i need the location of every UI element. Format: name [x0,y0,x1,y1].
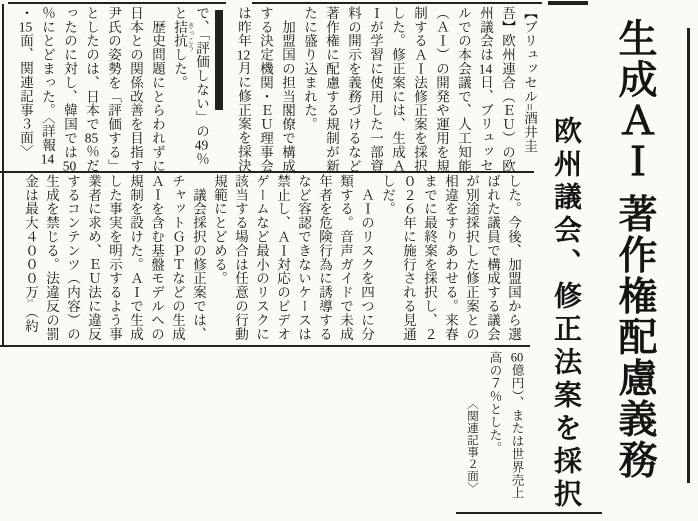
text-column: 該当する場合は任意の行動 [233,174,248,341]
text-column: ルでの本会議で、人工知能 [456,6,471,173]
text-column: 日本との関係改善を目指す [128,6,143,173]
article-separator-bar [215,10,223,110]
text-column: 規制を設けた。ＡＩで生成 [128,174,143,341]
text-column: 生成を禁じる。法違反の罰 [44,174,59,341]
text-column: する決定機関・ＥＵ理事会 [258,6,273,173]
text-column: までに最終案を採択し、２ [422,174,437,341]
text-column: （ＡＩ）の開発や運用を規 [434,6,449,173]
headline-secondary: 欧州議会、修正法案を採択 [550,116,581,512]
top-edge-rule-left [8,2,226,4]
text-column: 【ブリュッセル=酒井圭 [522,6,537,154]
top-edge-rule-right [548,1,588,5]
text-column: した。今後、加盟国から選 [506,174,521,341]
headline-primary: 生成ＡＩ 著作権配慮義務 [613,18,656,481]
text-column: 高の７％とした。 [488,351,502,455]
text-column: しだ。 [380,174,395,216]
clip-bottom-rule [456,512,602,514]
text-column: 料の開示を義務づけるなど [346,6,361,173]
text-column: 相違をすりあわせる。来春 [443,174,458,341]
text-column: 議会採択の修正案では、 [191,174,206,341]
text-column: Ｉが学習に使用した一部資 [368,6,383,173]
text-column: など容認できないケースは [296,174,311,341]
text-column: が別途採択した修正案との [464,174,479,341]
text-column: 歴史問題にとらわれずに [150,6,165,173]
text-column: 制するＡＩ法修正案を採択 [412,6,427,173]
text-column: ＡＩを含む基盤モデルへの [149,174,164,341]
text-column: ％にとどまった。〈詳報14 [40,6,55,166]
text-column: で、「評価しない」の49％ [194,6,209,166]
text-column: した事実を明示するよう事 [107,174,122,341]
furigana-ruby: きっこう [187,22,195,52]
left-column-rule [2,4,4,346]
korea-article-fragment [6,6,212,173]
text-column: ０２６年に施行される見通 [401,174,416,341]
text-column: するコンテンツ（内容）の [65,174,80,341]
text-column: 禁止し、ＡＩ対応のビデオ [275,174,290,341]
text-column: チャットＧＰＴなどの生成 [170,174,185,341]
text-column: 業者に求め、ＥＵ法に違反 [86,174,101,341]
text-column: 州議会は14日、ブリュッセ [478,6,493,173]
related-articles-note: 〈関連記事２面〉 [466,398,478,494]
text-column: たに盛り込まれた。 [302,6,317,132]
ai-article-tail-block [482,351,528,509]
text-column: 吾】欧州連合（ＥＵ）の欧 [500,6,515,173]
text-column: としたのは、日本で85％だ [84,6,99,173]
text-column: 著作権に配慮する規制が新 [324,6,339,173]
text-column: 60億円）、または世界売上 [510,351,524,500]
text-column: ばれた議員で構成する議会 [485,174,500,341]
text-column: ゲームなど最小のリスクに [254,174,269,341]
text-column: は昨年12月に修正案を採決 [236,6,251,173]
text-column: 加盟国の担当閣僚で構成 [280,6,295,173]
text-column: ・15面、関連記事３面〉 [18,6,33,159]
text-column: 金は最大４０００万ユーロ（約 [23,174,38,333]
text-column: ったのに対し、韓国では50 [62,6,77,173]
text-column: した。修正案には、生成Ａ [390,6,405,173]
text-column: 尹氏の姿勢を「評価する」 [106,6,121,173]
right-column-rule [687,28,690,483]
text-column: ＡＩのリスクを四つに分 [359,174,374,341]
top-edge-rule-middle [252,2,542,4]
text-column: 規範にとどめる。 [212,174,227,286]
ai-article-body-block [16,174,524,346]
text-column: 年者を危険行為に誘導する [317,174,332,341]
text-column: 類する。音声ガイドで未成 [338,174,353,341]
text-column: と拮抗した。 [172,6,187,90]
ai-article-lead-block [226,6,540,173]
